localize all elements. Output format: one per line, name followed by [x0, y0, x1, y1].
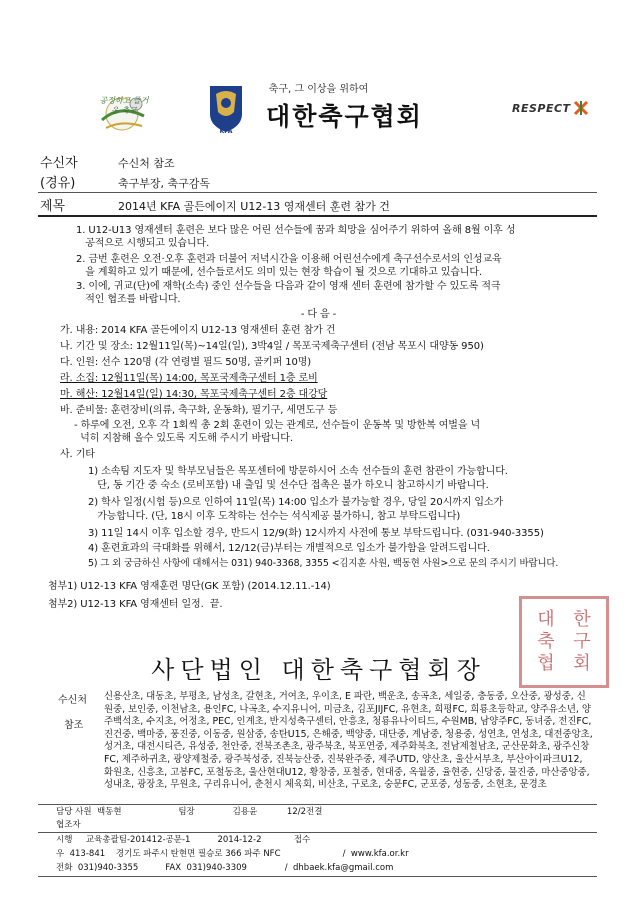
item-supplies-note: - 하루에 오전, 오후 각 1회씩 총 2회 훈련이 있는 관계로, 선수들이 운동복 및 방한복 여벌을 넉 [74, 420, 481, 431]
divider [38, 832, 597, 833]
item-content: 가. 내용: 2014 KFA 골든에이지 U12-13 영재센터 훈련 참가 건 [60, 325, 336, 336]
etc-line: 단, 동 기간 중 숙소 (로비포함) 내 출입 및 선수단 접촉은 불가 하오니 참고하시기 바랍니다. [88, 480, 489, 491]
recipient-label: 수신자 [40, 156, 78, 171]
divider [38, 804, 597, 805]
etc-line: 1) 소속팀 지도자 및 학부모님들은 목포센터에 방문하시어 소속 선수들의 훈련 참관이 가능합니다. [88, 466, 508, 477]
header-org-name: 대한축구협회 [266, 102, 423, 131]
body-line: 2. 금번 훈련은 오전·오후 훈련과 더불어 저녁시간을 이용해 어린선수에게 축구선수로서의 인성교육 [76, 254, 502, 265]
footer-approval: 담당 사원 백동현 팀장 김용윤 12/2전결 [56, 807, 323, 817]
item-supplies-note: 넉히 지참해 올수 있도록 지도해 주시기 바랍니다. [74, 433, 293, 444]
divider [38, 876, 597, 877]
respect-mark-icon [573, 100, 589, 116]
seal-char: 축 [537, 631, 555, 652]
fair-play-logo-text: 공정하고 즐거운 축구 [99, 96, 149, 115]
attachment-2: 첨부2) U12-13 KFA 영재센터 일정. 끝. [48, 599, 223, 610]
header-slogan: 축구, 그 이상을 위하여 [268, 84, 369, 95]
subject-label: 제목 [40, 199, 66, 214]
da-eum-heading: - 다 음 - [300, 309, 337, 320]
item-etc: 사. 기타 [60, 449, 95, 460]
via-label: (경유) [40, 176, 76, 191]
item-headcount: 다. 인원: 선수 120명 (각 연령별 필드 50명, 골키퍼 10명) [60, 357, 312, 368]
etc-line: 가능합니다. (단, 18시 이후 도착하는 선수는 석식제공 불가하니, 참고 부탁드립니다) [88, 511, 461, 522]
etc-line: 4) 훈련효과의 극대화를 위해서, 12/12(금)부터는 개별적으로 입소가 불가함을 알려드립니다. [88, 543, 490, 554]
item-assembly: 라. 소집: 12월11일(목) 14:00, 목포국제축구센터 1층 로비 [60, 373, 318, 384]
references-list: 신용산초, 대동초, 부평초, 남성초, 갈현초, 거여초, 우이초, E 파란, 백운초, 송곡초, 세일중, 충동중, 오산중, 광성중, 신원중, 보인중, 이천남초, 용인FC, 나곡초, 수지유니어, 미금초, 김포JIJFC, 유현초, 희평FC, 희룡초등학교, 양주유소년, 양주백석초, 수지초, 어정초, PEC, 인계초, 반지성축구센터, 안흥초, 청룡유나이티드, 수원MB, 남양주FC, 동녀중, 전진FC, 진건중, 백마중, 풍진중, 이동중, 원삼중, 송탄U15, 은해중, 백양중, 대단중, 계남중, 청용중, 성연초, 연성초, 대전중앙초, 성거초, 대전시티즌, 유성중, 천안중, 전북조촌초, 광주북초, 북포연중, 제주화북초, 전남제철남초, 군산문화초, 광주신창FC, 제주하귀초, 광양제철중, 광주북성중, 진북능산중, 진북완주중, 제주UTD, 양산초, 울산서부초, 부산아이파크U12, 화원초, 신흥초, 고봉FC, 포철동초, 울산현대U12, 황창중, 포철중, 현대중, 옥월중, 율현중, 신당중, 물진중, 마산중앙중, 성내초, 광장초, 무원초, 구리유니어, 춘천시 체육회, 비산초, 구로초, 숭문FC, 군포중, 성동중, 소현초, 문경초 [104, 691, 593, 791]
footer-address: 우 413-841 경기도 파주시 탄현면 필승로 366 파주 NFC / www.kfa.or.kr [56, 849, 409, 859]
seal-char: 협 [537, 653, 555, 674]
body-line: 공적으로 시행되고 있습니다. [76, 238, 210, 249]
subject-value: 2014년 KFA 골든에이지 U12-13 영재센터 훈련 참가 건 [118, 200, 390, 213]
footer-enforcement: 시행 교육총괄팀-201412-공문-1 2014-12-2 접수 [56, 835, 311, 845]
etc-line: 5) 그 외 궁금하신 사항에 대해서는 031) 940-3368, 3355 <김지훈 사원, 백동현 사원>으로 문의 주시기 바랍니다. [88, 558, 559, 569]
divider [38, 192, 597, 193]
seal-char: 구 [573, 631, 591, 652]
references-label: 수신처 [58, 695, 87, 706]
issuer-name: 사단법인 대한축구협회장 [151, 656, 486, 684]
seal-char: 한 [573, 609, 591, 630]
body-line: 3. 이에, 귀교(단)에 재학(소속) 중인 선수들을 다음과 같이 영재 센터 훈련에 참가할 수 있도록 적극 [76, 281, 501, 292]
item-supplies: 바. 준비물: 훈련장비(의류, 축구화, 운동화), 필기구, 세면도구 등 [60, 405, 338, 416]
item-dismissal: 마. 해산: 12월14일(일) 14:30, 목포국제축구센터 2층 대강당 [60, 389, 328, 400]
body-line: 을 계획하고 있기 때문에, 선수들로서도 의미 있는 현장 학습이 될 것으로 기대하고 있습니다. [76, 267, 483, 278]
via-value: 축구부장, 축구감독 [118, 177, 211, 190]
item-period-place: 나. 기간 및 장소: 12월11일(목)~14일(일), 3박4일 / 목포국제축구센터 (전남 목포시 대양동 950) [60, 341, 484, 352]
respect-logo-text: RESPECT [512, 101, 571, 115]
kfa-emblem-label: KFA [219, 128, 233, 135]
references-label: 참조 [64, 720, 84, 731]
footer-cooperator: 협조자 [56, 820, 81, 830]
attachment-1: 첨부1) U12-13 KFA 영재훈련 명단(GK 포함) (2014.12.11.-14) [48, 581, 331, 592]
body-line: 적인 협조를 바랍니다. [76, 294, 181, 305]
seal-char: 대 [537, 609, 555, 630]
divider [38, 215, 597, 217]
respect-logo [512, 100, 592, 116]
seal-char: 회 [573, 653, 591, 674]
etc-line: 2) 학사 일정(시험 등)으로 인하여 11일(목) 14:00 입소가 불가능할 경우, 당일 20시까지 입소가 [88, 497, 504, 508]
footer-contact: 전화 031)940-3355 FAX 031)940-3309 / dhbaek.kfa@gmail.com [56, 863, 394, 873]
body-line: 1. U12-U13 영재센터 훈련은 보다 많은 어린 선수들에 꿈과 희망을 심어주기 위하여 올해 8월 이후 성 [76, 225, 516, 236]
recipient-value: 수신처 참조 [118, 157, 175, 170]
etc-line: 3) 11일 14시 이후 입소할 경우, 반드시 12/9(화) 12시까지 사전에 통보 부탁드립니다. (031-940-3355) [88, 528, 544, 539]
